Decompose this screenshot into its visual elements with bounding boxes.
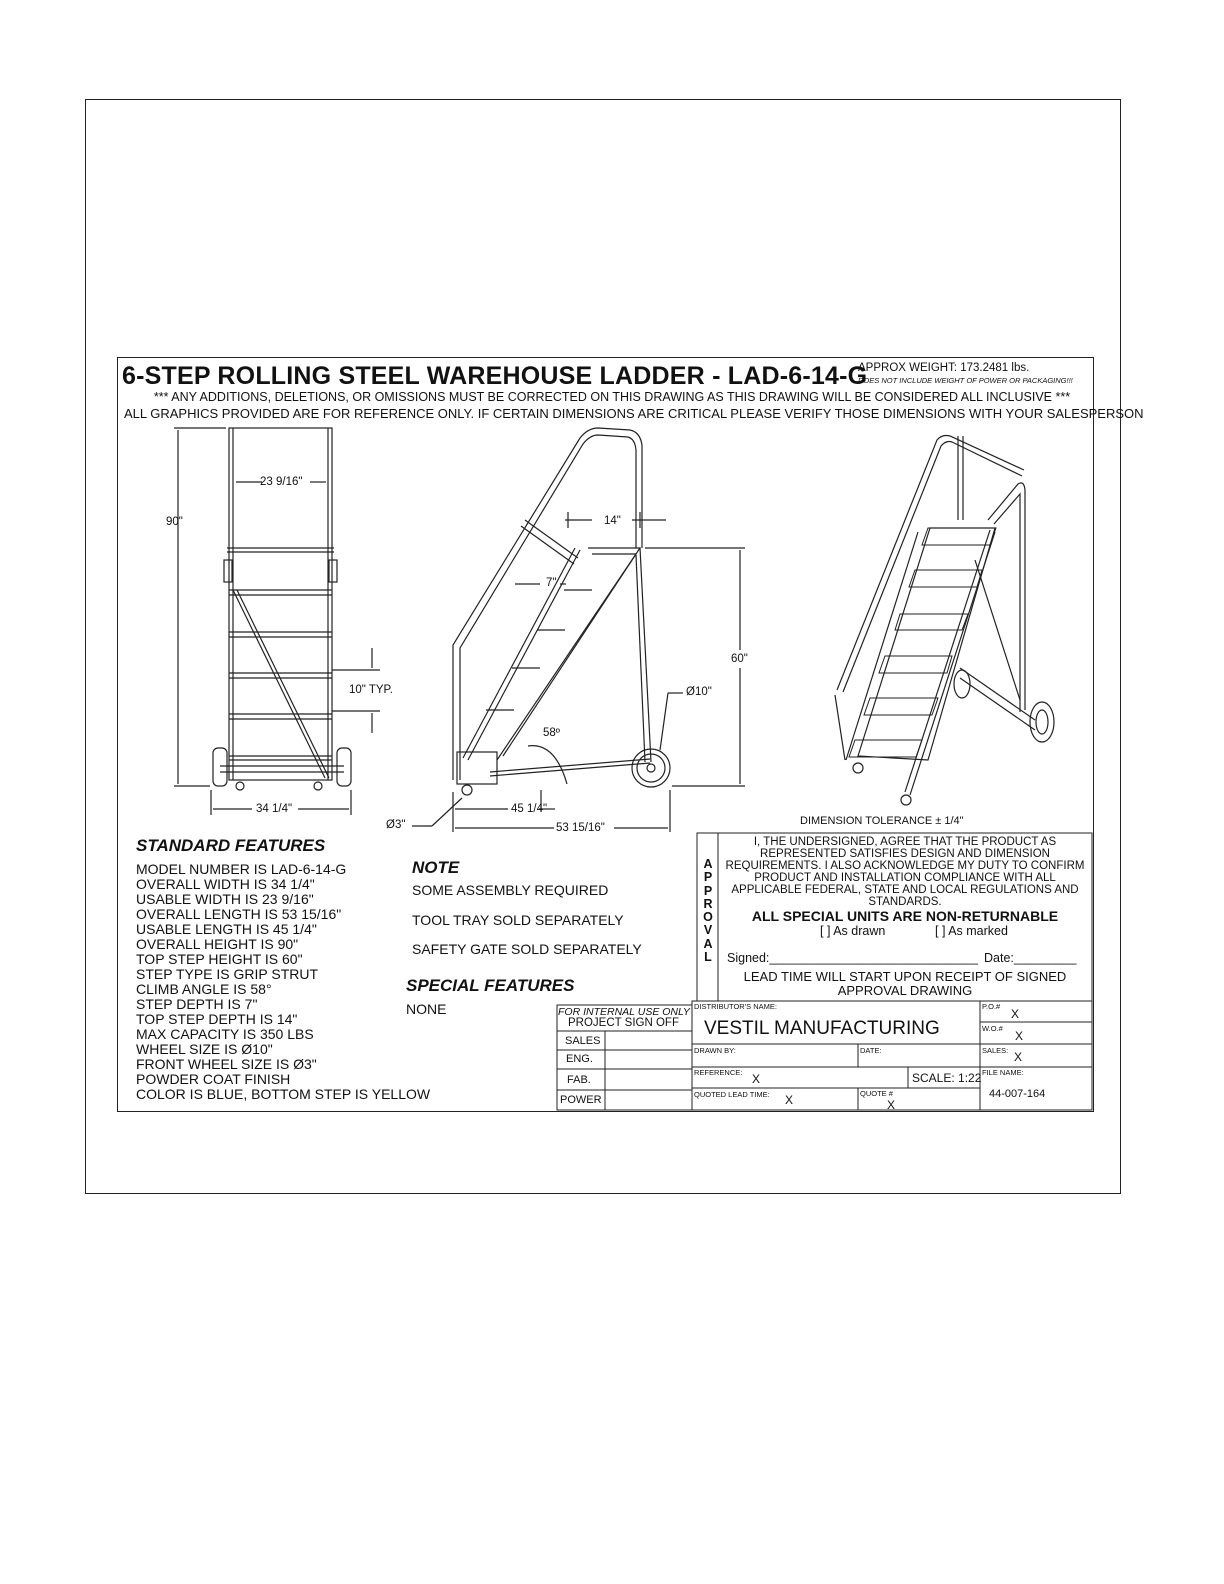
side-view <box>412 428 745 832</box>
non-returnable-note: ALL SPECIAL UNITS ARE NON-RETURNABLE <box>751 908 1059 924</box>
as-marked-checkbox[interactable]: [ ] As marked <box>935 924 1008 938</box>
approx-weight: APPROX WEIGHT: 173.2481 lbs. <box>858 362 1030 374</box>
note-heading: NOTE <box>412 858 460 877</box>
dim-usable-width: 23 9/16" <box>260 476 303 488</box>
note-item: SAFETY GATE SOLD SEPARATELY <box>412 941 642 957</box>
feature-item: STEP TYPE IS GRIP STRUT <box>136 966 319 982</box>
feature-item: OVERALL WIDTH IS 34 1/4" <box>136 876 315 892</box>
dim-step-depth: 7" <box>546 577 557 589</box>
feature-item: COLOR IS BLUE, BOTTOM STEP IS YELLOW <box>136 1086 431 1102</box>
po-label: P.O.# <box>982 1002 1001 1011</box>
quoted-lead-time-label: QUOTED LEAD TIME: <box>694 1090 770 1099</box>
dim-overall-width: 34 1/4" <box>256 803 293 815</box>
quoted-lead-time-value: X <box>785 1093 794 1107</box>
signature-line[interactable]: Signed:______________________________ <box>727 951 978 965</box>
dimension-tolerance: DIMENSION TOLERANCE ± 1/4" <box>800 815 964 827</box>
wo-label: W.O.# <box>982 1024 1003 1033</box>
feature-item: USABLE WIDTH IS 23 9/16" <box>136 891 314 907</box>
signoff-row-power: POWER <box>560 1094 602 1106</box>
feature-item: MAX CAPACITY IS 350 LBS <box>136 1026 314 1042</box>
as-drawn-checkbox[interactable]: [ ] As drawn <box>820 924 886 938</box>
reference-note: ALL GRAPHICS PROVIDED ARE FOR REFERENCE ONLY. IF CERTAIN DIMENSIONS ARE CRITICAL PLEASE VERIFY THOSE DIMENSIONS WITH YOUR SALESPERSON <box>124 406 1144 421</box>
file-name: 44-007-164 <box>989 1088 1046 1100</box>
dim-step-spacing: 10" TYP. <box>349 684 393 696</box>
internal-use-label: FOR INTERNAL USE ONLY <box>558 1006 690 1018</box>
approval-statement: I, THE UNDERSIGNED, AGREE THAT THE PRODUCT AS REPRESENTED SATISFIES DESIGN AND DIMENSION REQUIREMENTS. I ALSO ACKNOWLEDGE MY DUTY TO CONFIRM PRODUCT AND INSTALLATION COMPLIANCE WITH ALL APPLICABLE FEDERAL, STATE AND LOCAL REGULATIONS AND STANDARDS. <box>725 836 1085 908</box>
standard-features-list <box>136 862 430 1102</box>
sales-label: SALES: <box>982 1046 1009 1055</box>
wo-value: X <box>1015 1029 1024 1043</box>
reference-value: X <box>752 1072 761 1086</box>
dim-wheel: Ø10" <box>686 686 712 698</box>
project-sign-off-label: PROJECT SIGN OFF <box>568 1017 679 1029</box>
po-value: X <box>1011 1007 1020 1021</box>
feature-item: OVERALL HEIGHT IS 90" <box>136 936 299 952</box>
feature-item: TOP STEP DEPTH IS 14" <box>136 1011 298 1027</box>
scale: SCALE: 1:22 <box>912 1071 982 1085</box>
lead-time-note: LEAD TIME WILL START UPON RECEIPT OF SIGNED APPROVAL DRAWING <box>743 969 1067 998</box>
quote-value: X <box>887 1098 896 1112</box>
approval-vertical-label: A P P R O V A L <box>703 857 713 965</box>
note-item: SOME ASSEMBLY REQUIRED <box>412 882 609 898</box>
distributor-name: VESTIL MANUFACTURING <box>704 1018 940 1039</box>
sales-value: X <box>1014 1050 1023 1064</box>
feature-item: OVERALL LENGTH IS 53 15/16" <box>136 906 342 922</box>
dim-usable-length: 45 1/4" <box>511 803 548 815</box>
note-list <box>412 882 642 971</box>
weight-note: DOES NOT INCLUDE WEIGHT OF POWER OR PACKAGING!!! <box>858 376 1073 385</box>
inclusive-note: *** ANY ADDITIONS, DELETIONS, OR OMISSIONS MUST BE CORRECTED ON THIS DRAWING AS THIS DRAWING WILL BE CONSIDERED ALL INCLUSIVE *** <box>153 390 1071 404</box>
standard-features-heading: STANDARD FEATURES <box>136 836 326 855</box>
dim-top-step-height: 60" <box>731 653 748 665</box>
note-item: TOOL TRAY SOLD SEPARATELY <box>412 911 624 928</box>
feature-item: USABLE LENGTH IS 45 1/4" <box>136 921 317 937</box>
dim-climb-angle: 58º <box>543 727 560 739</box>
signoff-row-fab: FAB. <box>567 1074 591 1086</box>
feature-item: POWDER COAT FINISH <box>136 1071 291 1087</box>
special-features-value: NONE <box>406 1001 447 1017</box>
feature-item: TOP STEP HEIGHT IS 60" <box>136 951 303 967</box>
drawn-by-label: DRAWN BY: <box>694 1046 736 1055</box>
dim-front-height: 90" <box>166 516 183 528</box>
feature-item: FRONT WHEEL SIZE IS Ø3" <box>136 1056 317 1072</box>
signoff-row-eng: ENG. <box>566 1053 593 1065</box>
drawing-title: 6-STEP ROLLING STEEL WAREHOUSE LADDER - LAD-6-14-G <box>122 362 868 390</box>
feature-item: WHEEL SIZE IS Ø10" <box>136 1041 273 1057</box>
dim-top-step-depth: 14" <box>604 515 621 527</box>
signature-date-line[interactable]: Date:_________ <box>984 951 1077 965</box>
file-name-label: FILE NAME: <box>982 1068 1024 1077</box>
distributor-label: DISTRIBUTOR'S NAME: <box>694 1002 777 1011</box>
feature-item: CLIMB ANGLE IS 58° <box>136 981 272 997</box>
dim-overall-length: 53 15/16" <box>556 822 605 834</box>
isometric-view <box>835 436 1054 806</box>
signoff-row-sales: SALES <box>565 1035 601 1047</box>
reference-label: REFERENCE: <box>694 1068 743 1077</box>
special-features-heading: SPECIAL FEATURES <box>406 976 575 995</box>
date-label: DATE: <box>860 1046 882 1055</box>
dim-front-wheel: Ø3" <box>386 819 406 831</box>
feature-item: STEP DEPTH IS 7" <box>136 996 258 1012</box>
feature-item: MODEL NUMBER IS LAD-6-14-G <box>136 861 347 877</box>
quote-label: QUOTE # <box>860 1089 893 1098</box>
